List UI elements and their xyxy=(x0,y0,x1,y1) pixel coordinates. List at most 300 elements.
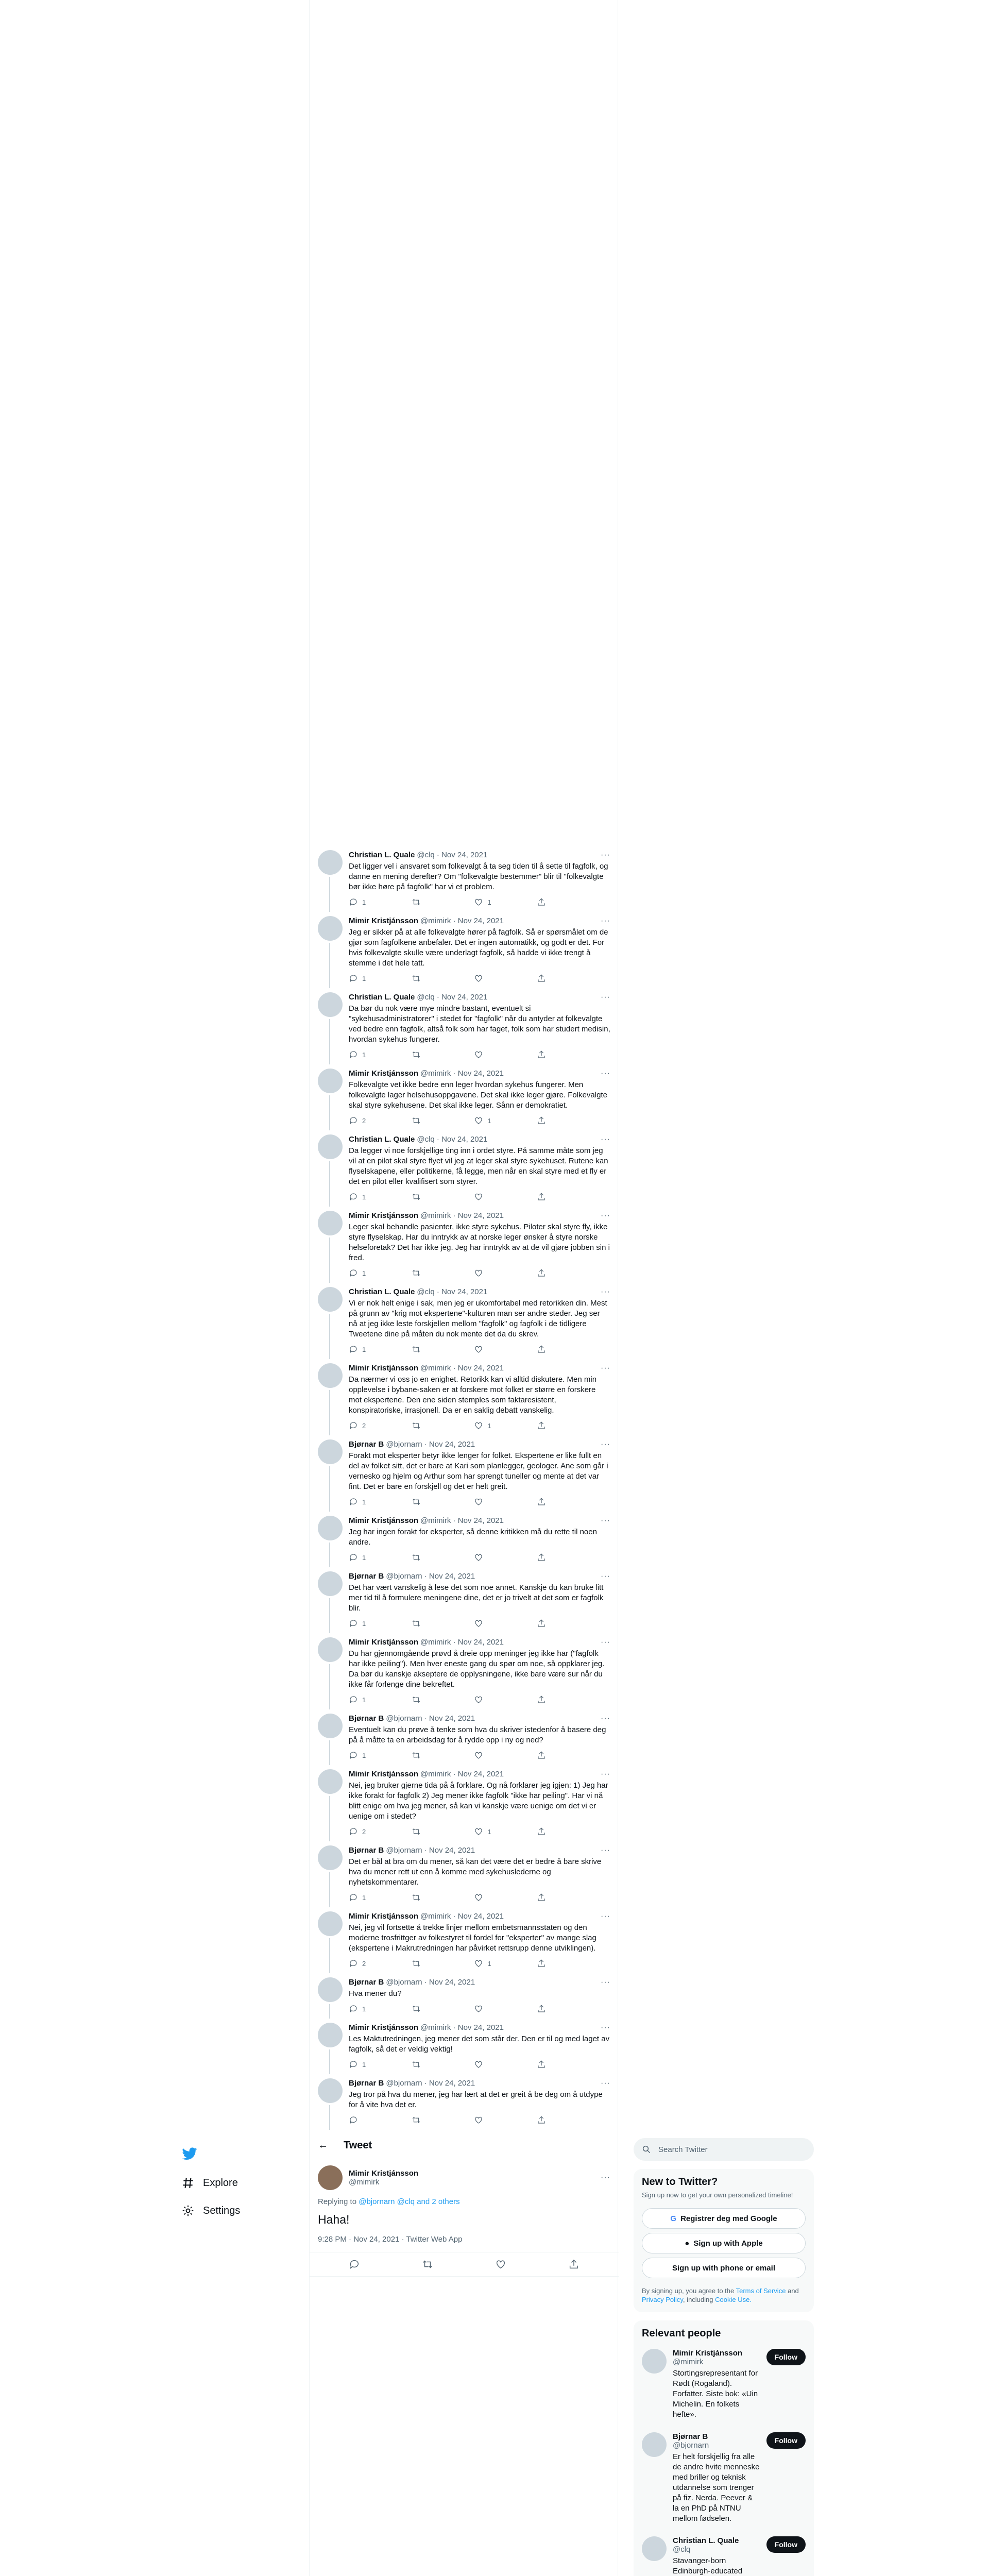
like-button[interactable] xyxy=(474,1695,505,1704)
share-button[interactable] xyxy=(537,1192,568,1201)
author-handle-date[interactable]: @mimirk · Nov 24, 2021 xyxy=(420,1364,504,1372)
retweet-button[interactable] xyxy=(412,1553,442,1562)
like-button[interactable] xyxy=(474,1751,505,1760)
more-options-icon[interactable]: ··· xyxy=(601,1364,610,1372)
author-handle-date[interactable]: @bjornarn · Nov 24, 2021 xyxy=(386,2079,475,2088)
retweet-button[interactable] xyxy=(412,1192,442,1201)
author-handle-date[interactable]: @mimirk · Nov 24, 2021 xyxy=(420,1516,504,1525)
tweet-actions xyxy=(349,2060,568,2069)
reply-button[interactable] xyxy=(349,1893,380,1902)
more-options-icon[interactable]: ··· xyxy=(601,1638,610,1647)
author-handle-date[interactable]: @mimirk · Nov 24, 2021 xyxy=(420,1069,504,1078)
retweet-icon xyxy=(412,897,421,907)
author-name[interactable]: Bjørnar B xyxy=(349,1572,384,1581)
tweet-header xyxy=(349,1769,610,1780)
author-handle-date[interactable]: @clq · Nov 24, 2021 xyxy=(417,1287,488,1296)
avatar-column xyxy=(318,1134,343,1201)
share-button[interactable] xyxy=(537,2115,568,2125)
like-count: 1 xyxy=(487,1116,491,1125)
like-icon xyxy=(474,2115,483,2125)
like-button[interactable] xyxy=(474,2115,505,2125)
reply-icon xyxy=(349,1827,358,1836)
reply-count: 1 xyxy=(362,1696,366,1704)
apple-signup-button[interactable] xyxy=(642,2233,806,2253)
phone-signup-button[interactable] xyxy=(642,2258,806,2278)
like-icon xyxy=(474,1827,483,1836)
author-name[interactable]: Mimir Kristjánsson xyxy=(349,917,419,925)
avatar[interactable] xyxy=(318,1637,343,1662)
like-button[interactable] xyxy=(474,1116,505,1125)
more-options-icon[interactable]: ··· xyxy=(601,1572,610,1581)
tweet-body xyxy=(349,992,610,1059)
tweet-actions xyxy=(349,1619,568,1628)
avatar-column xyxy=(318,1714,343,1760)
reply-icon xyxy=(349,1268,358,1278)
author-name[interactable]: Christian L. Quale xyxy=(349,1287,415,1296)
author-name[interactable]: Christian L. Quale xyxy=(349,993,415,1002)
tweet-body xyxy=(349,1845,610,1902)
avatar[interactable] xyxy=(318,1363,343,1388)
avatar[interactable] xyxy=(318,992,343,1017)
thread-line xyxy=(329,1095,330,1130)
focused-tweet-actions xyxy=(310,2252,619,2277)
share-button[interactable] xyxy=(537,1345,568,1354)
more-options-icon[interactable]: ··· xyxy=(601,2023,610,2032)
thread-tweet[interactable] xyxy=(310,1510,619,1565)
reply-button[interactable] xyxy=(349,1751,380,1760)
tweet-text: Da nærmer vi oss jo en enighet. Retorikk kan vi alltid diskutere. Men min opplevelse i bybane-saken er at forskere mot folket er større en forskere mot ekspertene. Den ene siden stemples som faktaresistent, konspiratoriske, irrasjonell. Da er en saklig debatt vanskelig. xyxy=(349,1375,599,1415)
like-button[interactable] xyxy=(474,1893,505,1902)
like-count: 1 xyxy=(487,898,491,906)
retweet-button[interactable] xyxy=(412,2060,442,2069)
more-options-icon[interactable]: ··· xyxy=(601,917,610,925)
tweet-body xyxy=(349,1637,610,1704)
tweet-text: Jeg har ingen forakt for eksperter, så denne kritikken må du rette til noen andre. xyxy=(349,1528,600,1547)
author-handle-date[interactable]: @clq · Nov 24, 2021 xyxy=(417,993,488,1002)
google-signup-button[interactable] xyxy=(642,2208,806,2229)
avatar[interactable] xyxy=(318,850,343,875)
retweet-button[interactable] xyxy=(412,1695,442,1704)
tweet-header xyxy=(349,916,610,926)
share-button[interactable] xyxy=(537,1497,568,1506)
avatar[interactable] xyxy=(318,1211,343,1235)
author-handle-date[interactable]: @mimirk · Nov 24, 2021 xyxy=(420,1912,504,1921)
thread-line xyxy=(329,1161,330,1207)
author-handle-date[interactable]: @mimirk · Nov 24, 2021 xyxy=(420,2023,504,2032)
thread-tweet[interactable] xyxy=(310,1631,619,1707)
avatar[interactable] xyxy=(318,1134,343,1159)
person-name[interactable]: Bjørnar B xyxy=(673,2432,708,2441)
reply-icon[interactable] xyxy=(349,2259,360,2270)
tweet-header xyxy=(349,1134,610,1145)
share-icon xyxy=(537,1619,546,1628)
author-name[interactable]: Mimir Kristjánsson xyxy=(349,1912,419,1921)
thread-tweet[interactable] xyxy=(310,1128,619,1205)
person-name[interactable]: Christian L. Quale xyxy=(673,2536,739,2545)
author-name[interactable]: Mimir Kristjánsson xyxy=(349,1211,419,1220)
author-name[interactable]: Mimir Kristjánsson xyxy=(349,1516,419,1525)
author-name[interactable]: Mimir Kristjánsson xyxy=(349,1770,419,1778)
person-bio: Stortingsrepresentant for Rødt (Rogaland). Forfatter. Siste bok: «Uin Michelin. En folkets hefte». xyxy=(673,2369,758,2419)
author-name[interactable]: Christian L. Quale xyxy=(349,1135,415,1144)
thread-tweet[interactable] xyxy=(310,1205,619,1281)
reply-button[interactable] xyxy=(349,1268,380,1278)
terms-and: and xyxy=(788,2287,799,2295)
author-name[interactable]: Bjørnar B xyxy=(349,1714,384,1723)
retweet-icon xyxy=(412,2004,421,2013)
share-button[interactable] xyxy=(537,2004,568,2013)
author-name[interactable]: Bjørnar B xyxy=(349,1846,384,1855)
tweet-header xyxy=(349,1439,610,1450)
like-button[interactable] xyxy=(474,1421,505,1430)
avatar-column xyxy=(318,1911,343,1968)
avatar[interactable] xyxy=(318,1845,343,1870)
author-handle-date[interactable]: @mimirk · Nov 24, 2021 xyxy=(420,917,504,925)
terms-of-service-link[interactable]: Terms of Service xyxy=(736,2287,786,2295)
author-handle-date[interactable]: @mimirk · Nov 24, 2021 xyxy=(420,1211,504,1220)
avatar[interactable] xyxy=(318,1287,343,1312)
tweet-body xyxy=(349,1769,610,1836)
reply-icon xyxy=(349,1619,358,1628)
author-handle[interactable]: @mimirk xyxy=(349,2178,380,2187)
more-options-icon[interactable]: ··· xyxy=(601,2173,610,2182)
reply-button[interactable] xyxy=(349,1345,380,1354)
like-button[interactable] xyxy=(474,1050,505,1059)
tweet-actions xyxy=(349,1959,568,1968)
retweet-button[interactable] xyxy=(412,1827,442,1836)
share-icon xyxy=(537,1893,546,1902)
tweet-body xyxy=(349,1516,610,1562)
more-options-icon[interactable]: ··· xyxy=(601,1440,610,1449)
avatar[interactable] xyxy=(642,2536,667,2561)
reply-count: 1 xyxy=(362,2005,366,2013)
retweet-button[interactable] xyxy=(412,1751,442,1760)
tweet-body xyxy=(349,1571,610,1628)
person-item[interactable] xyxy=(634,2343,814,2426)
author-name[interactable]: Mimir Kristjánsson xyxy=(349,1069,419,1078)
avatar[interactable] xyxy=(318,1714,343,1738)
like-button[interactable] xyxy=(474,1268,505,1278)
tweet-actions xyxy=(349,1192,568,1201)
more-options-icon[interactable]: ··· xyxy=(601,2079,610,2088)
share-button[interactable] xyxy=(537,1695,568,1704)
tweet-header xyxy=(349,2078,610,2089)
reply-button[interactable] xyxy=(349,1050,380,1059)
retweet-button[interactable] xyxy=(412,1959,442,1968)
retweet-button[interactable] xyxy=(412,897,442,907)
tweet-actions xyxy=(349,1497,568,1506)
tweet-actions xyxy=(349,2004,568,2013)
reply-button[interactable] xyxy=(349,2115,380,2125)
person-handle[interactable]: @clq xyxy=(673,2545,691,2554)
reply-button[interactable] xyxy=(349,1827,380,1836)
search-box[interactable] xyxy=(634,2138,814,2161)
author-handle-date[interactable]: @clq · Nov 24, 2021 xyxy=(417,851,488,859)
reply-button[interactable] xyxy=(349,1619,380,1628)
thread-tweet[interactable] xyxy=(310,1062,619,1128)
person-name[interactable]: Mimir Kristjánsson xyxy=(673,2349,743,2358)
retweet-button[interactable] xyxy=(412,1345,442,1354)
reply-button[interactable] xyxy=(349,1695,380,1704)
avatar[interactable] xyxy=(318,2078,343,2103)
back-arrow-icon[interactable]: ← xyxy=(318,2140,328,2151)
more-options-icon[interactable]: ··· xyxy=(601,1069,610,1078)
thread-tweet[interactable] xyxy=(310,1565,619,1631)
thread-tweet[interactable] xyxy=(310,1763,619,1839)
twitter-logo[interactable] xyxy=(175,2138,304,2169)
author-name[interactable]: Bjørnar B xyxy=(349,1978,384,1987)
like-button[interactable] xyxy=(474,1345,505,1354)
avatar[interactable] xyxy=(318,2023,343,2047)
share-icon xyxy=(537,1345,546,1354)
retweet-icon xyxy=(412,1345,421,1354)
tweet-header xyxy=(349,2023,610,2033)
person-item[interactable] xyxy=(634,2426,814,2530)
thread-tweet[interactable] xyxy=(310,1839,619,1905)
thread-tweet[interactable] xyxy=(310,2072,619,2128)
retweet-button[interactable] xyxy=(412,2004,442,2013)
tweet-text: Da bør du nok være mye mindre bastant, eventuelt si "sykehusadministratorer" i stedet for "fagfolk" når du antyder at folkevalgte ved bedre enn fagfolk, altså folk som har faget, folk som har studert medisin, hvordan sykehus fungerer. xyxy=(349,1004,612,1044)
share-button[interactable] xyxy=(537,974,568,983)
author-handle-date[interactable]: @bjornarn · Nov 24, 2021 xyxy=(386,1978,475,1987)
like-button[interactable] xyxy=(474,1497,505,1506)
nav-explore[interactable] xyxy=(175,2169,304,2197)
focused-tweet-timestamp[interactable]: 9:28 PM · Nov 24, 2021 · Twitter Web App xyxy=(310,2227,619,2252)
reply-button[interactable] xyxy=(349,1959,380,1968)
more-options-icon[interactable]: ··· xyxy=(601,1978,610,1987)
like-icon xyxy=(474,1959,483,1968)
tweet-text: Vi er nok helt enige i sak, men jeg er ukomfortabel med retorikken din. Mest på grunn av "krig mot ekspertene"-kulturen man ser andre steder. Jeg ser nå at jeg ikke leste forskjellen mellom "fagfolk" og fagfolk i de tidligere Tweetene dine på måten du nok mente det da du skrev. xyxy=(349,1299,609,1338)
like-button[interactable] xyxy=(474,1827,505,1836)
tweet-body xyxy=(349,1714,610,1760)
like-icon xyxy=(474,1192,483,1201)
cookie-use-link[interactable]: Cookie Use. xyxy=(715,2296,752,2303)
share-icon xyxy=(537,1827,546,1836)
retweet-button[interactable] xyxy=(412,2115,442,2125)
share-button[interactable] xyxy=(537,1751,568,1760)
tweet-text: Les Maktutredningen, jeg mener det som står der. Den er til og med laget av fagfolk, så det er veldig vektig! xyxy=(349,2035,612,2054)
follow-button[interactable]: Follow xyxy=(766,2349,806,2365)
new-to-twitter-title: New to Twitter? xyxy=(642,2176,718,2188)
left-sidebar xyxy=(175,2138,304,2225)
reply-button[interactable] xyxy=(349,2060,380,2069)
retweet-button[interactable] xyxy=(412,1619,442,1628)
person-handle[interactable]: @mimirk xyxy=(673,2358,704,2366)
more-options-icon[interactable]: ··· xyxy=(601,1846,610,1855)
follow-button[interactable]: Follow xyxy=(766,2536,806,2553)
avatar-column xyxy=(318,1637,343,1704)
thread-line xyxy=(329,1466,330,1512)
thread-tweet[interactable] xyxy=(310,1357,619,1433)
retweet-icon xyxy=(412,1421,421,1430)
avatar[interactable] xyxy=(318,1069,343,1093)
tweet-actions xyxy=(349,1116,568,1125)
reply-icon xyxy=(349,1751,358,1760)
avatar[interactable] xyxy=(318,1439,343,1464)
reply-count: 2 xyxy=(362,1959,366,1968)
retweet-button[interactable] xyxy=(412,1116,442,1125)
more-options-icon[interactable]: ··· xyxy=(601,851,610,859)
share-icon xyxy=(537,1497,546,1506)
terms-including: , including xyxy=(683,2296,713,2303)
reply-icon xyxy=(349,1893,358,1902)
like-button[interactable] xyxy=(474,897,505,907)
thread-tweet[interactable] xyxy=(310,844,619,910)
tweet-body xyxy=(349,1439,610,1506)
avatar[interactable] xyxy=(318,1516,343,1540)
share-button[interactable] xyxy=(537,1553,568,1562)
more-options-icon[interactable]: ··· xyxy=(601,1770,610,1778)
author-handle-date[interactable]: @bjornarn · Nov 24, 2021 xyxy=(386,1572,475,1581)
tweet-body xyxy=(349,916,610,983)
reply-button[interactable] xyxy=(349,1116,380,1125)
retweet-button[interactable] xyxy=(412,1421,442,1430)
nav-settings[interactable] xyxy=(175,2197,304,2225)
thread-tweet[interactable] xyxy=(310,1971,619,2016)
share-button[interactable] xyxy=(537,1421,568,1430)
avatar[interactable] xyxy=(318,916,343,941)
author-handle-date[interactable]: @bjornarn · Nov 24, 2021 xyxy=(386,1714,475,1723)
thread-tweet[interactable] xyxy=(310,1905,619,1971)
reply-icon xyxy=(349,2004,358,2013)
avatar[interactable] xyxy=(318,1769,343,1794)
share-button[interactable] xyxy=(537,1050,568,1059)
retweet-button[interactable] xyxy=(412,1497,442,1506)
tweet-header-bar xyxy=(310,2132,619,2159)
avatar[interactable] xyxy=(642,2432,667,2457)
nav-explore-label: Explore xyxy=(203,2177,238,2189)
search-placeholder: Search Twitter xyxy=(658,2145,708,2154)
privacy-policy-link[interactable]: Privacy Policy xyxy=(642,2296,683,2303)
reply-button[interactable] xyxy=(349,974,380,983)
reply-button[interactable] xyxy=(349,1497,380,1506)
author-handle-date[interactable]: @clq · Nov 24, 2021 xyxy=(417,1135,488,1144)
share-icon[interactable] xyxy=(568,2259,579,2270)
author-name[interactable]: Mimir Kristjánsson xyxy=(349,1638,419,1647)
retweet-icon[interactable] xyxy=(422,2259,433,2270)
share-icon xyxy=(537,2060,546,2069)
thread-tweet[interactable] xyxy=(310,986,619,1062)
avatar[interactable] xyxy=(318,2165,343,2190)
thread-line xyxy=(329,1872,330,1907)
signup-terms xyxy=(634,2282,814,2312)
more-options-icon[interactable]: ··· xyxy=(601,1135,610,1144)
more-options-icon[interactable]: ··· xyxy=(601,993,610,1002)
thread-tweet[interactable] xyxy=(310,2016,619,2072)
retweet-button[interactable] xyxy=(412,1050,442,1059)
thread-tweet[interactable] xyxy=(310,1707,619,1763)
author-name[interactable]: Bjørnar B xyxy=(349,2079,384,2088)
reply-button[interactable] xyxy=(349,897,380,907)
more-options-icon[interactable]: ··· xyxy=(601,1211,610,1220)
share-button[interactable] xyxy=(537,1116,568,1125)
share-button[interactable] xyxy=(537,1827,568,1836)
avatar[interactable] xyxy=(318,1977,343,2002)
avatar[interactable] xyxy=(318,1911,343,1936)
reply-button[interactable] xyxy=(349,1192,380,1201)
reply-button[interactable] xyxy=(349,1421,380,1430)
retweet-icon xyxy=(412,1893,421,1902)
author-name[interactable]: Bjørnar B xyxy=(349,1440,384,1449)
more-options-icon[interactable]: ··· xyxy=(601,1912,610,1921)
reply-button[interactable] xyxy=(349,2004,380,2013)
tweet-actions xyxy=(349,1893,568,1902)
apple-signup-label: Sign up with Apple xyxy=(693,2239,763,2248)
thread-tweet[interactable] xyxy=(310,1281,619,1357)
share-icon xyxy=(537,1421,546,1430)
tweet-text: Eventuelt kan du prøve å tenke som hva du skriver istedenfor å basere deg på å måtte ta en arbeidsdag for å rydde opp i ny og ned? xyxy=(349,1725,608,1744)
retweet-button[interactable] xyxy=(412,1268,442,1278)
share-button[interactable] xyxy=(537,1268,568,1278)
google-icon: G xyxy=(670,2214,677,2223)
author-name[interactable]: Mimir Kristjánsson xyxy=(349,2169,419,2178)
author-handle-date[interactable]: @bjornarn · Nov 24, 2021 xyxy=(386,1440,475,1449)
author-name[interactable]: Christian L. Quale xyxy=(349,851,415,859)
retweet-icon xyxy=(412,1827,421,1836)
thread-tweet[interactable] xyxy=(310,910,619,986)
person-item[interactable] xyxy=(634,2530,814,2576)
author-handle-date[interactable]: @mimirk · Nov 24, 2021 xyxy=(420,1638,504,1647)
like-button[interactable] xyxy=(474,1553,505,1562)
share-button[interactable] xyxy=(537,897,568,907)
share-button[interactable] xyxy=(537,1619,568,1628)
share-button[interactable] xyxy=(537,2060,568,2069)
avatar[interactable] xyxy=(318,1571,343,1596)
like-icon[interactable] xyxy=(495,2259,506,2270)
share-button[interactable] xyxy=(537,1893,568,1902)
tweet-text: Da legger vi noe forskjellige ting inn i ordet styre. På samme måte som jeg vil at en pilot skal styre flyet vil jeg at leger skal styre sykehuset. Rutene kan flyselskapene, eller politikerne, få legge, men når en skal styre med et fly er det en pilot eller kvalifisert som styrer. xyxy=(349,1146,610,1186)
replying-to-link[interactable]: @bjornarn @clq and 2 others xyxy=(359,2197,460,2206)
avatar-column xyxy=(318,992,343,1059)
like-button[interactable] xyxy=(474,1959,505,1968)
retweet-button[interactable] xyxy=(412,1893,442,1902)
author-handle-date[interactable]: @mimirk · Nov 24, 2021 xyxy=(420,1770,504,1778)
reply-button[interactable] xyxy=(349,1553,380,1562)
focused-tweet xyxy=(310,2132,619,2277)
share-icon xyxy=(537,1116,546,1125)
follow-button[interactable]: Follow xyxy=(766,2432,806,2449)
tweet-body xyxy=(349,1363,610,1430)
tweet-text: Nei, jeg vil fortsette å trekke linjer mellom embetsmannsstaten og den moderne trosfrittger av folkestyret til fordel for "eksperter" av mange slag (ekspertene i Makrutredningen har påvirket rettsrupp denne utviklingen). xyxy=(349,1923,599,1953)
thread-line xyxy=(329,1543,330,1567)
retweet-button[interactable] xyxy=(412,974,442,983)
avatar-column xyxy=(318,2023,343,2069)
thread-line xyxy=(329,1740,330,1765)
tweet-text: Det ligger vel i ansvaret som folkevalgt å ta seg tiden til å sette til fagfolk, og danne en mening derefter? Om "folkevalgte bestemmer" blir til "folkevalgte bør ikke høre på fagfolk" har vi et problem. xyxy=(349,862,610,891)
author-name[interactable]: Mimir Kristjánsson xyxy=(349,1364,419,1372)
like-button[interactable] xyxy=(474,974,505,983)
tweet-actions xyxy=(349,974,568,983)
like-button[interactable] xyxy=(474,2060,505,2069)
nav-settings-label: Settings xyxy=(203,2205,241,2216)
more-options-icon[interactable]: ··· xyxy=(601,1287,610,1296)
like-button[interactable] xyxy=(474,1192,505,1201)
tweet-text: Du har gjennomgående prøvd å dreie opp meninger jeg ikke har ("fagfolk har ikke peiling"). Men hver eneste gang du spør om noe, så oppklarer jeg. Da bør du kanskje akseptere de opplysningene, ikke bare være sur når du ikke får forlenge dine bekreftet. xyxy=(349,1649,607,1689)
more-options-icon[interactable]: ··· xyxy=(601,1516,610,1525)
like-count: 1 xyxy=(487,1827,491,1836)
like-button[interactable] xyxy=(474,1619,505,1628)
more-options-icon[interactable]: ··· xyxy=(601,1714,610,1723)
share-button[interactable] xyxy=(537,1959,568,1968)
person-handle[interactable]: @bjornarn xyxy=(673,2441,709,2450)
avatar[interactable] xyxy=(642,2349,667,2374)
like-icon xyxy=(474,974,483,983)
thread-tweet[interactable] xyxy=(310,1433,619,1510)
thread-line xyxy=(329,1664,330,1709)
author-name[interactable]: Mimir Kristjánsson xyxy=(349,2023,419,2032)
author-handle-date[interactable]: @bjornarn · Nov 24, 2021 xyxy=(386,1846,475,1855)
like-button[interactable] xyxy=(474,2004,505,2013)
